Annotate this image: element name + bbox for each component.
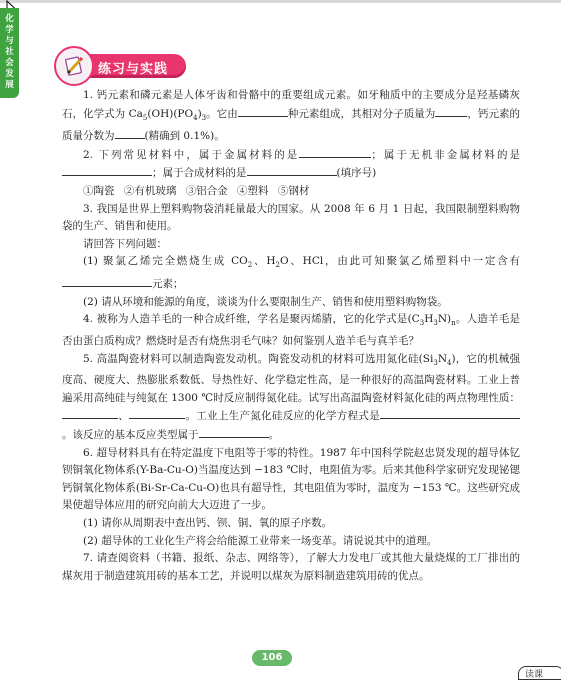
q1-text-a: 1. 钙元素和磷元素是人体牙齿和骨骼中的重要组成元素。如牙釉质中的主要成分是羟基磷灰石，化学式为 Ca xyxy=(62,89,520,120)
q3-p1-b: 、H xyxy=(252,255,276,268)
q3-blank-element[interactable] xyxy=(62,275,152,287)
q3-p1-a: (1) 聚氯乙烯完全燃烧生成 CO xyxy=(83,255,248,268)
q2-option: ③铝合金 xyxy=(185,185,228,198)
q4-sub-3: n xyxy=(451,319,456,328)
q7-text: 7. 请查阅资料（书籍、报纸、杂志、网络等），了解大力发电厂或其他大量烧煤的工厂排出的煤灰用于制造建筑用砖的基本工艺，并说明以煤灰为原料制造建筑用砖的优点。 xyxy=(62,552,520,582)
q2-options xyxy=(62,183,520,201)
q1-blank-fraction[interactable] xyxy=(115,127,145,139)
q2-option: ⑤钢材 xyxy=(277,185,310,198)
q2-option: ④塑料 xyxy=(237,185,269,198)
q3-prompt xyxy=(62,236,520,254)
q3-p1-d: 元素； xyxy=(152,278,184,291)
pencil-icon xyxy=(54,46,94,86)
q4-text-c: N) xyxy=(437,313,452,326)
q2-text-d: (填序号) xyxy=(336,167,377,180)
q6-part-2 xyxy=(62,533,520,551)
q2-text-c: ；属于合成材料的是 xyxy=(152,167,247,180)
q3-p1-sub-2: 2 xyxy=(275,261,280,270)
top-rule xyxy=(0,0,561,3)
q1-text-b: (OH)(PO xyxy=(147,107,194,120)
q4-text-d: 。人造羊毛是否由蛋白质构成？燃烧时是否有烧焦羽毛气味？如何鉴别人造羊毛与真羊毛？ xyxy=(62,313,520,347)
q2-blank-synthetic[interactable] xyxy=(247,164,337,176)
q3-p2-text: (2) 请从环境和能源的角度，谈谈为什么要限制生产、销售和使用塑料购物袋。 xyxy=(83,295,448,308)
question-7 xyxy=(62,550,520,585)
q1-text-f: ，钙元素的质量分数为 xyxy=(62,107,521,143)
q1-text-e: 种元素组成，其相对分子质量为 xyxy=(287,107,436,120)
q5-text-a: 5. 高温陶瓷材料可以制造陶瓷发动机。陶瓷发动机的材料可选用氮化硅(Si xyxy=(83,352,434,365)
section-title: 练习与实践 xyxy=(98,62,169,77)
q3-part-2 xyxy=(62,294,520,312)
q5-text-f: 。 xyxy=(268,429,279,442)
q6-part-1 xyxy=(62,515,520,533)
q6-text: 6. 超导材料具有在特定温度下电阻等于零的特性。1987 年中国科学院赵忠贤发现的超导体钇钡铜氧化物体系(Y-Ba-Cu-O)当温度达到 −183 ℃时，电阻值为零。后来其他科学家研究发现铋锶钙铜氧化物体系(Bi-Sr-Ca-Cu-O)也具有超导性，其电阻值为零时，温度为 −153 ℃。这些研究成果使超导体应用的研究向前大大迈进了一步。 xyxy=(62,446,520,512)
q6-p2-text: (2) 超导体的工业化生产将会给能源工业带来一场变革。请说说其中的道理。 xyxy=(83,534,438,547)
q5-sub-1: 3 xyxy=(433,358,438,367)
q3-p1-sub-1: 2 xyxy=(247,261,253,270)
corner-tab: 读课 xyxy=(518,666,561,680)
side-chapter-tab xyxy=(0,8,19,98)
q4-sub-2: 3 xyxy=(433,319,438,328)
q3-text: 3. 我国是世界上塑料购物袋消耗量最大的国家。从 2008 年 6 月 1 日起，我国限制塑料购物袋的生产、销售和使用。 xyxy=(62,202,520,233)
exercise-content xyxy=(62,87,520,585)
q4-text-a: 4. 被称为人造羊毛的一种合成纤维，学名是聚丙烯腈，它的化学式是(C xyxy=(83,313,420,326)
q5-text-b: N xyxy=(437,352,447,365)
q1-sub-3: 3 xyxy=(201,113,207,122)
q1-sub-1: 5 xyxy=(142,113,148,122)
q2-blank-metal[interactable] xyxy=(299,146,371,158)
q5-sub-2: 4 xyxy=(447,358,452,367)
q4-text-b: H xyxy=(424,313,434,326)
q3-part-1 xyxy=(62,253,520,293)
question-6 xyxy=(62,445,520,515)
q5-text-d: 。工业上生产氮化硅反应的化学方程式是 xyxy=(185,410,381,423)
question-2 xyxy=(62,146,520,183)
q6-p1-text: (1) 请你从周期表中查出钙、钡、铜、氧的原子序数。 xyxy=(83,517,333,530)
q5-text-c: )，它的机械强度高、硬度大、热膨胀系数低、导热性好、化学稳定性高，是一种很好的高温陶瓷材料。工业上普遍采用高纯硅与纯氮在 1300 ℃时反应制得氮化硅。试写出高温陶瓷材料氮化硅的两点物理性质： xyxy=(62,352,520,404)
section-header xyxy=(54,46,194,84)
question-3 xyxy=(62,201,520,236)
q3-p1-c: O、HCl，由此可知聚氯乙烯塑料中一定含有 xyxy=(279,255,520,268)
q4-sub-1: 3 xyxy=(419,319,425,328)
side-tab-label: 化学与社会发展 xyxy=(5,14,14,90)
q5-blank-equation[interactable] xyxy=(380,407,520,419)
q1-text-d: 。它由 xyxy=(206,107,238,120)
q5-blank-property-1[interactable] xyxy=(62,407,118,419)
q5-blank-property-2[interactable] xyxy=(129,407,185,419)
q2-text-b: ；属于无机非金属材料的是 xyxy=(371,148,521,161)
q1-blank-mass[interactable] xyxy=(435,105,467,117)
q3-prompt-text: 请回答下列问题： xyxy=(83,237,167,250)
q5-blank-reaction-type[interactable] xyxy=(199,426,269,438)
q1-sub-2: 4 xyxy=(193,113,198,122)
q2-text-a: 2. 下列常见材料中，属于金属材料的是 xyxy=(83,148,300,161)
q5-sep: 、 xyxy=(118,410,130,423)
question-5 xyxy=(62,351,520,445)
q2-blank-inorganic[interactable] xyxy=(62,164,152,176)
q1-text-g: (精确到 0.1%)。 xyxy=(144,130,225,143)
q1-blank-elements[interactable] xyxy=(238,105,288,117)
question-4 xyxy=(62,311,520,350)
q2-option: ②有机玻璃 xyxy=(123,185,177,198)
question-1 xyxy=(62,87,520,146)
q5-text-e: 。该反应的基本反应类型属于 xyxy=(62,429,199,442)
page-number: 106 xyxy=(252,650,292,666)
q1-text-c: ) xyxy=(197,107,202,120)
q2-option: ①陶瓷 xyxy=(83,185,115,198)
